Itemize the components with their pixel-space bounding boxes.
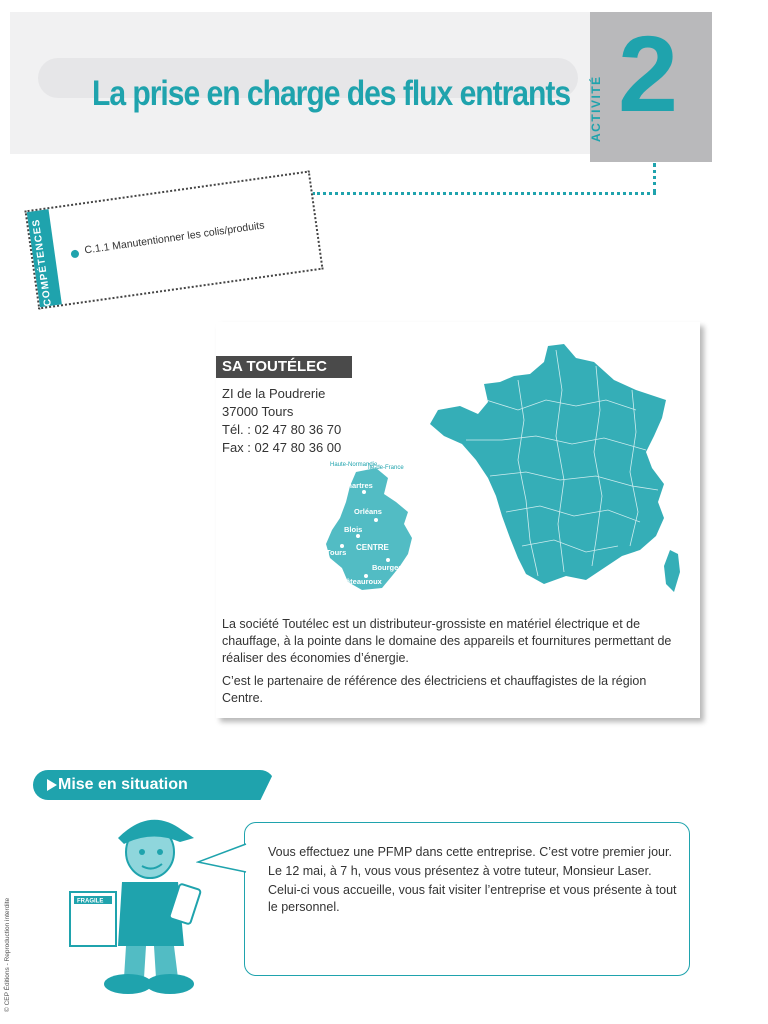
competence-item: C.1.1 Manutentionner les colis/produits [83, 219, 266, 257]
region-label: CENTRE [356, 543, 389, 552]
activity-number: 2 [618, 13, 679, 134]
situation-paragraph: Le 12 mai, à 7 h, vous vous présentez à votre tuteur, Monsieur Laser. [268, 864, 652, 878]
play-arrow-icon [47, 779, 57, 791]
speech-bubble-tail [196, 838, 248, 878]
city-label: Orléans [354, 507, 382, 516]
city-label: Blois [344, 525, 363, 534]
city-label: Bourges [372, 563, 403, 572]
description-paragraph: La société Toutélec est un distributeur-grossiste en matériel électrique et de chauffage, à la pointe dans le domaine des appareils et fournitures permettant de réaliser des économies d’énergie. [222, 617, 672, 665]
description-paragraph: C’est le partenaire de référence des électriciens et chauffagistes de la région Centre. [222, 674, 647, 705]
competences-tab [27, 209, 62, 307]
city-label: Chartres [342, 481, 373, 490]
france-map [426, 340, 688, 606]
fax-line: Fax : 02 47 80 36 00 [222, 440, 342, 455]
address-line: ZI de la Poudrerie [222, 386, 326, 401]
city-label: Tours [326, 548, 347, 557]
competences-card [24, 170, 323, 309]
france-mainland [430, 344, 666, 584]
activity-label: ACTIVITÉ [589, 75, 603, 142]
phone-line: Tél. : 02 47 80 36 70 [222, 422, 342, 437]
section-title: Mise en situation [58, 776, 188, 793]
dotted-connector-vertical [653, 163, 656, 193]
company-address [222, 385, 341, 457]
corsica [664, 550, 680, 592]
copyright-notice: © CEP Éditions - Reproduction interdite [4, 897, 11, 1012]
bullet-icon [70, 249, 79, 258]
dotted-connector-horizontal [312, 192, 656, 195]
delivery-character-illustration [62, 808, 232, 998]
competences-tab-label: COMPÉTENCES [30, 217, 54, 307]
neighbor-label: Île-de-France [368, 465, 404, 471]
fragile-label: FRAGILE [77, 898, 104, 905]
address-line: 37000 Tours [222, 404, 294, 419]
company-description [222, 616, 690, 713]
region-centre-map [316, 458, 426, 594]
city-label: Châteauroux [336, 577, 382, 586]
speech-bubble-text [268, 844, 678, 918]
page-title: La prise en charge des flux entrants [92, 74, 571, 113]
neighbor-label: Haute-Normandie [330, 462, 378, 468]
situation-paragraph: Celui-ci vous accueille, vous fait visiter l’entreprise et vous présente à tout le personnel. [268, 883, 677, 914]
situation-paragraph: Vous effectuez une PFMP dans cette entreprise. C’est votre premier jour. [268, 845, 672, 859]
company-name: SA TOUTÉLEC [216, 356, 352, 378]
